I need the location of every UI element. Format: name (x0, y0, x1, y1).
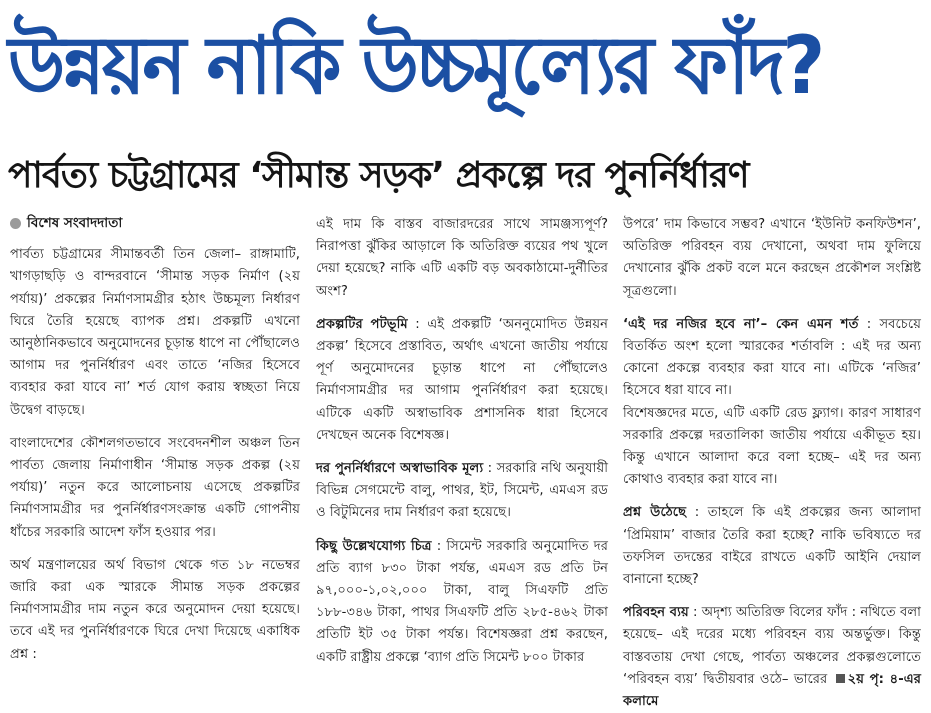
section-heading: প্রকল্পটির পটভূমি (316, 316, 408, 332)
section-heading: কিছু উল্লেখযোগ্য চিত্র (316, 538, 432, 554)
continuation-note: ২য় পৃ: ৪-এর কলামে (623, 671, 921, 710)
paragraph: বাংলাদেশের কৌশলগতভাবে সংবেদনশীল অঞ্চল তিন পার্বত্য জেলায় নির্মাণাধীন ‘সীমান্ত সড়ক প্রকল্প (২য় পর্যায়)’ নতুন করে আলোচনায় এসেছে প্রকল্পটির নির্মাণসামগ্রীর দর পুনর্নির্ধারণসংক্রান্ত একটি গোপনীয় ধাঁচের সরকারি আদেশ ফাঁস হওয়ার পর। (10, 435, 300, 540)
byline-text: বিশেষ সংবাদদাতা (27, 215, 123, 231)
section-heading: ‘এই দর নজির হবে না’– কেন এমন শর্ত (623, 316, 859, 332)
bullet-icon (10, 218, 21, 229)
headline: উন্নয়ন নাকি উচ্চমূল্যের ফাঁদ? (8, 19, 823, 112)
paragraph: বিশেষজ্ঞদের মতে, এটি একটি রেড ফ্ল্যাগ। কারণ সাধারণ সরকারি প্রকল্পে দরতালিকা জাতীয় পর্যায়ে একীভূত হয়। কিন্তু এখানে আলাদা করে বলা হচ্ছে– এই দর অন্য কোথাও ব্যবহার করা যাবে না। (623, 405, 921, 488)
article-column-2 (316, 214, 608, 665)
article-column-3 (623, 214, 921, 710)
byline (10, 212, 300, 234)
section-heading: পরিবহন ব্যয় (623, 605, 689, 621)
paragraph: এই দাম কি বাস্তব বাজারদরের সাথে সামঞ্জস্যপূর্ণ? নিরাপত্তা ঝুঁকির আড়ালে কি অতিরিক্ত ব্যয়ের পথ খুলে দেয়া হয়েছে? নাকি এটি একটি বড় অবকাঠামো-দুর্নীতির অংশ? (316, 217, 608, 299)
section-heading: প্রশ্ন উঠেছে (623, 505, 687, 521)
paragraph: উপরে’ দাম কিভাবে সম্ভব? এখানে ‘ইউনিট কনফিউশন’, অতিরিক্ত পরিবহন ব্যয় দেখানো, অথবা দাম ফুলিয়ে দেখানোর ঝুঁকি প্রকট বলে মনে করছেন প্রকৌশল সংশ্লিষ্ট সূত্রগুলো। (623, 217, 921, 299)
paragraph: পার্বত্য চট্টগ্রামের সীমান্তবর্তী তিন জেলা– রাঙ্গামাটি, খাগড়াছড়ি ও বান্দরবানে ‘সীমান্ত সড়ক নির্মাণ (২য় পর্যায়)’ প্রকল্পের নির্মাণসামগ্রীর হঠাৎ উচ্চমূল্য নির্ধারণ ঘিরে তৈরি হয়েছে ব্যাপক প্রশ্ন। প্রকল্পটি এখনো আনুষ্ঠানিকভাবে অনুমোদনের চূড়ান্ত ধাপে না পৌঁছালেও আগাম দর পুনর্নির্ধারণ এবং তাতে ‘নজির হিসেবে ব্যবহার করা যাবে না’ শর্ত যোগ করায় স্বচ্ছতা নিয়ে উদ্বেগ বাড়ছে। (10, 247, 300, 418)
paragraph: প্রকল্পটির পটভূমি : এই প্রকল্পটি ‘অননুমোদিত উন্নয়ন প্রকল্প’ হিসেবে প্রস্তাবিত, অর্থাৎ এখনো জাতীয় পর্যায়ে পূর্ণ অনুমোদনের চূড়ান্ত ধাপে না পৌঁছালেও নির্মাণসামগ্রীর দর আগাম পুনর্নির্ধারণ করা হয়েছে। এটিকে একটি অস্বাভাবিক প্রশাসনিক ধারা হিসেবে দেখছেন অনেক বিশেষজ্ঞ। (316, 316, 608, 443)
section-heading: দর পুনর্নির্ধারণে অস্বাভাবিক মূল্য (316, 461, 484, 477)
paragraph: প্রশ্ন উঠেছে : তাহলে কি এই প্রকল্পের জন্য আলাদা ‘প্রিমিয়াম’ বাজার তৈরি করা হচ্ছে? নাকি ভবিষ্যতে দর তফসিল তদন্তের বাইরে রাখতে একটি আইনি দেয়াল বানানো হচ্ছে? (623, 505, 921, 588)
paragraph: কিছু উল্লেখযোগ্য চিত্র : সিমেন্ট সরকারি অনুমোদিত দর প্রতি ব্যাগ ৮৩০ টাকা পর্যন্ত, এমএস রড প্রতি টন ৯৭,০০০-১,০২,০০০ টাকা, বালু সিএফটি প্রতি ১৮৮-৩৪৬ টাকা, পাথর সিএফটি প্রতি ২৮৫-৪৬২ টাকা প্রতিটি ইট ৩৫ টাকা পর্যন্ত। বিশেষজ্ঞরা প্রশ্ন করছেন, একটি রাষ্ট্রীয় প্রকল্পে ‘ব্যাগ প্রতি সিমেন্ট ৮০০ টাকার (316, 538, 608, 665)
square-bullet-icon (836, 674, 845, 683)
paragraph: অর্থ মন্ত্রণালয়ের অর্থ বিভাগ থেকে গত ১৮ নভেম্বর জারি করা এক স্মারকে সীমান্ত সড়ক প্রকল্পের নির্মাণসামগ্রীর দাম নতুন করে অনুমোদন দেয়া হয়েছে। তবে এই দর পুনর্নির্ধারণকে ঘিরে দেখা দিয়েছে একাধিক প্রশ্ন : (10, 557, 300, 662)
paragraph: ‘এই দর নজির হবে না’– কেন এমন শর্ত : সবচেয়ে বিতর্কিত অংশ হলো স্মারকের শর্তাবলি : এই দর অন্য কোনো প্রকল্পে ব্যবহার করা যাবে না। এটিকে ‘নজির’ হিসেবে ধরা যাবে না। (623, 316, 921, 399)
subheadline: পার্বত্য চট্টগ্রামের ‘সীমান্ত সড়ক’ প্রকল্পে দর পুনর্নির্ধারণ (8, 155, 749, 196)
paragraph: পরিবহন ব্যয় : অদৃশ্য অতিরিক্ত বিলের ফাঁদ : নথিতে বলা হয়েছে– এই দরের মধ্যে পরিবহন ব্যয় অন্তর্ভুক্ত। কিন্তু বাস্তবতায় দেখা গেছে, পার্বত্য অঞ্চলের প্রকল্পগুলোতে ‘পরিবহন ব্যয়’ দ্বিতীয়বার ওঠে– ভারের ২য় পৃ: ৪-এর কলামে (623, 605, 921, 710)
paragraph: দর পুনর্নির্ধারণে অস্বাভাবিক মূল্য : সরকারি নথি অনুযায়ী বিভিন্ন সেগমেন্টে বালু, পাথর, ইট, সিমেন্ট, এমএস রড ও বিটুমিনের দাম নির্ধারণ করা হয়েছে। (316, 461, 608, 521)
article-column-1 (10, 212, 300, 660)
